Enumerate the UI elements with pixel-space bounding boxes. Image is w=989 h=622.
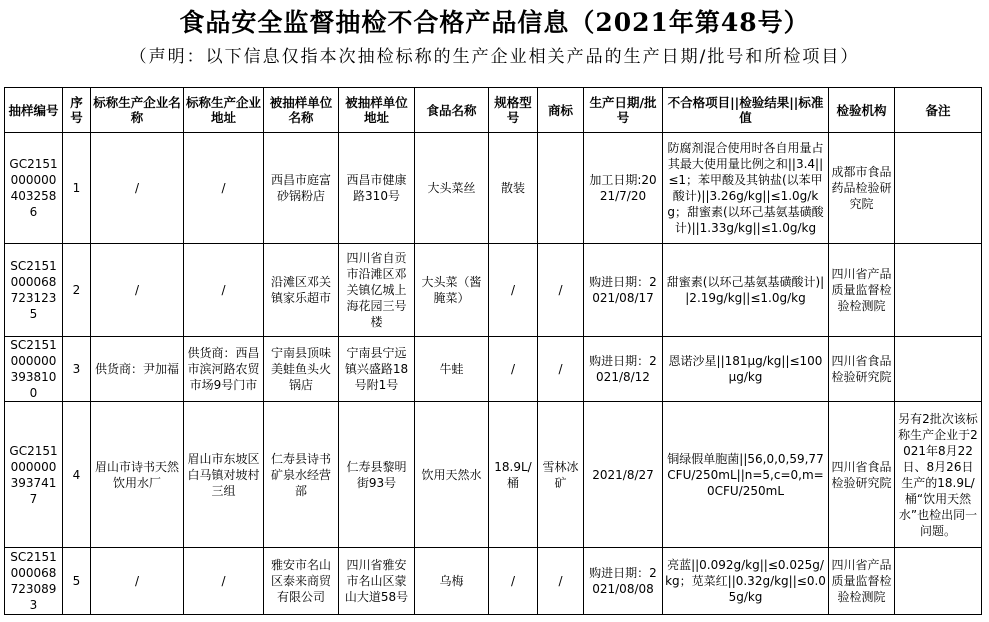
cell-lab: 四川省产品质量监督检验检测院 <box>829 244 895 337</box>
cell-producer-name: / <box>91 133 184 244</box>
unqualified-products-table <box>4 87 982 615</box>
cell-sample-no: SC21510000003938100 <box>5 337 63 402</box>
table-row <box>5 337 982 402</box>
cell-failed-items: 防腐剂混合使用时各自用量占其最大使用量比例之和||3.4||≤1；苯甲酸及其钠盐(以苯甲酸计)||3.26g/kg||≤1.0g/kg；甜蜜素(以环己基氨基磺酸计)||1.33g/kg||≤1.0g/kg <box>663 133 829 244</box>
cell-spec: 散装 <box>489 133 538 244</box>
table-row <box>5 244 982 337</box>
table-header-row <box>5 88 982 133</box>
cell-sampled-unit-address: 宁南县宁远镇兴盛路18号附1号 <box>339 337 415 402</box>
cell-sample-no: SC21510000687230893 <box>5 548 63 615</box>
cell-trademark: 雪林冰矿 <box>538 402 584 548</box>
cell-index: 4 <box>63 402 91 548</box>
cell-food-name: 牛蛙 <box>415 337 489 402</box>
cell-sample-no: GC21510000004032586 <box>5 133 63 244</box>
cell-index: 2 <box>63 244 91 337</box>
table-row <box>5 548 982 615</box>
cell-remark <box>895 337 982 402</box>
cell-food-name: 大头菜（酱腌菜） <box>415 244 489 337</box>
cell-spec: 18.9L/桶 <box>489 402 538 548</box>
column-header-failed-items: 不合格项目||检验结果||标准值 <box>663 88 829 133</box>
cell-production-date: 购进日期：2021/08/17 <box>584 244 663 337</box>
cell-sample-no: GC21510000003937417 <box>5 402 63 548</box>
cell-remark: 另有2批次该标称生产企业于2021年8月22日、8月26日生产的18.9L/桶“饮用天然水”也检出同一问题。 <box>895 402 982 548</box>
cell-sampled-unit-address: 四川省雅安市名山区蒙山大道58号 <box>339 548 415 615</box>
cell-sampled-unit-address: 仁寿县黎明街93号 <box>339 402 415 548</box>
cell-failed-items: 恩诺沙星||181μg/kg||≤100μg/kg <box>663 337 829 402</box>
cell-spec: / <box>489 337 538 402</box>
cell-producer-name: / <box>91 548 184 615</box>
cell-producer-name: 供货商：尹加福 <box>91 337 184 402</box>
column-header-index: 序号 <box>63 88 91 133</box>
column-header-sample-no: 抽样编号 <box>5 88 63 133</box>
cell-remark <box>895 244 982 337</box>
cell-trademark <box>538 133 584 244</box>
cell-remark <box>895 548 982 615</box>
cell-index: 1 <box>63 133 91 244</box>
cell-failed-items: 亮蓝||0.092g/kg||≤0.025g/kg；苋菜红||0.32g/kg||≤0.05g/kg <box>663 548 829 615</box>
cell-failed-items: 铜绿假单胞菌||56,0,0,59,77CFU/250mL||n=5,c=0,m=0CFU/250mL <box>663 402 829 548</box>
column-header-food-name: 食品名称 <box>415 88 489 133</box>
cell-trademark: / <box>538 548 584 615</box>
cell-food-name: 大头菜丝 <box>415 133 489 244</box>
cell-lab: 成都市食品药品检验研究院 <box>829 133 895 244</box>
cell-trademark: / <box>538 244 584 337</box>
cell-sampled-unit-name: 西昌市庭富砂锅粉店 <box>264 133 339 244</box>
cell-producer-address: 供货商：西昌市滨河路农贸市场9号门市 <box>184 337 264 402</box>
table-row <box>5 133 982 244</box>
cell-index: 5 <box>63 548 91 615</box>
page-title: 食品安全监督抽检不合格产品信息（2021年第48号） <box>179 8 810 37</box>
cell-sampled-unit-name: 宁南县顶味美蛙鱼头火锅店 <box>264 337 339 402</box>
cell-spec: / <box>489 548 538 615</box>
cell-index: 3 <box>63 337 91 402</box>
cell-sampled-unit-address: 四川省自贡市沿滩区邓关镇亿城上海花园三号楼 <box>339 244 415 337</box>
table-row <box>5 402 982 548</box>
column-header-sampled-unit-address: 被抽样单位地址 <box>339 88 415 133</box>
column-header-production-date: 生产日期/批号 <box>584 88 663 133</box>
column-header-trademark: 商标 <box>538 88 584 133</box>
column-header-producer-name: 标称生产企业名称 <box>91 88 184 133</box>
cell-spec: / <box>489 244 538 337</box>
cell-producer-address: 眉山市东坡区白马镇对坡村三组 <box>184 402 264 548</box>
column-header-producer-address: 标称生产企业地址 <box>184 88 264 133</box>
cell-sampled-unit-address: 西昌市健康路310号 <box>339 133 415 244</box>
cell-trademark: / <box>538 337 584 402</box>
cell-lab: 四川省产品质量监督检验检测院 <box>829 548 895 615</box>
cell-lab: 四川省食品检验研究院 <box>829 337 895 402</box>
column-header-lab: 检验机构 <box>829 88 895 133</box>
cell-production-date: 购进日期：2021/8/12 <box>584 337 663 402</box>
cell-producer-address: / <box>184 548 264 615</box>
cell-production-date: 2021/8/27 <box>584 402 663 548</box>
cell-production-date: 购进日期：2021/08/08 <box>584 548 663 615</box>
cell-producer-name: / <box>91 244 184 337</box>
cell-lab: 四川省食品检验研究院 <box>829 402 895 548</box>
cell-failed-items: 甜蜜素(以环己基氨基磺酸计)||2.19g/kg||≤1.0g/kg <box>663 244 829 337</box>
column-header-remark: 备注 <box>895 88 982 133</box>
column-header-sampled-unit-name: 被抽样单位名称 <box>264 88 339 133</box>
page-subtitle: （声明：以下信息仅指本次抽检标称的生产企业相关产品的生产日期/批号和所检项目） <box>129 47 860 67</box>
cell-food-name: 乌梅 <box>415 548 489 615</box>
cell-production-date: 加工日期:2021/7/20 <box>584 133 663 244</box>
cell-producer-address: / <box>184 244 264 337</box>
cell-food-name: 饮用天然水 <box>415 402 489 548</box>
cell-sampled-unit-name: 仁寿县诗书矿泉水经营部 <box>264 402 339 548</box>
cell-sample-no: SC21510000687231235 <box>5 244 63 337</box>
cell-sampled-unit-name: 雅安市名山区泰来商贸有限公司 <box>264 548 339 615</box>
cell-sampled-unit-name: 沿滩区邓关镇家乐超市 <box>264 244 339 337</box>
cell-producer-address: / <box>184 133 264 244</box>
cell-producer-name: 眉山市诗书天然饮用水厂 <box>91 402 184 548</box>
cell-remark <box>895 133 982 244</box>
column-header-spec: 规格型号 <box>489 88 538 133</box>
